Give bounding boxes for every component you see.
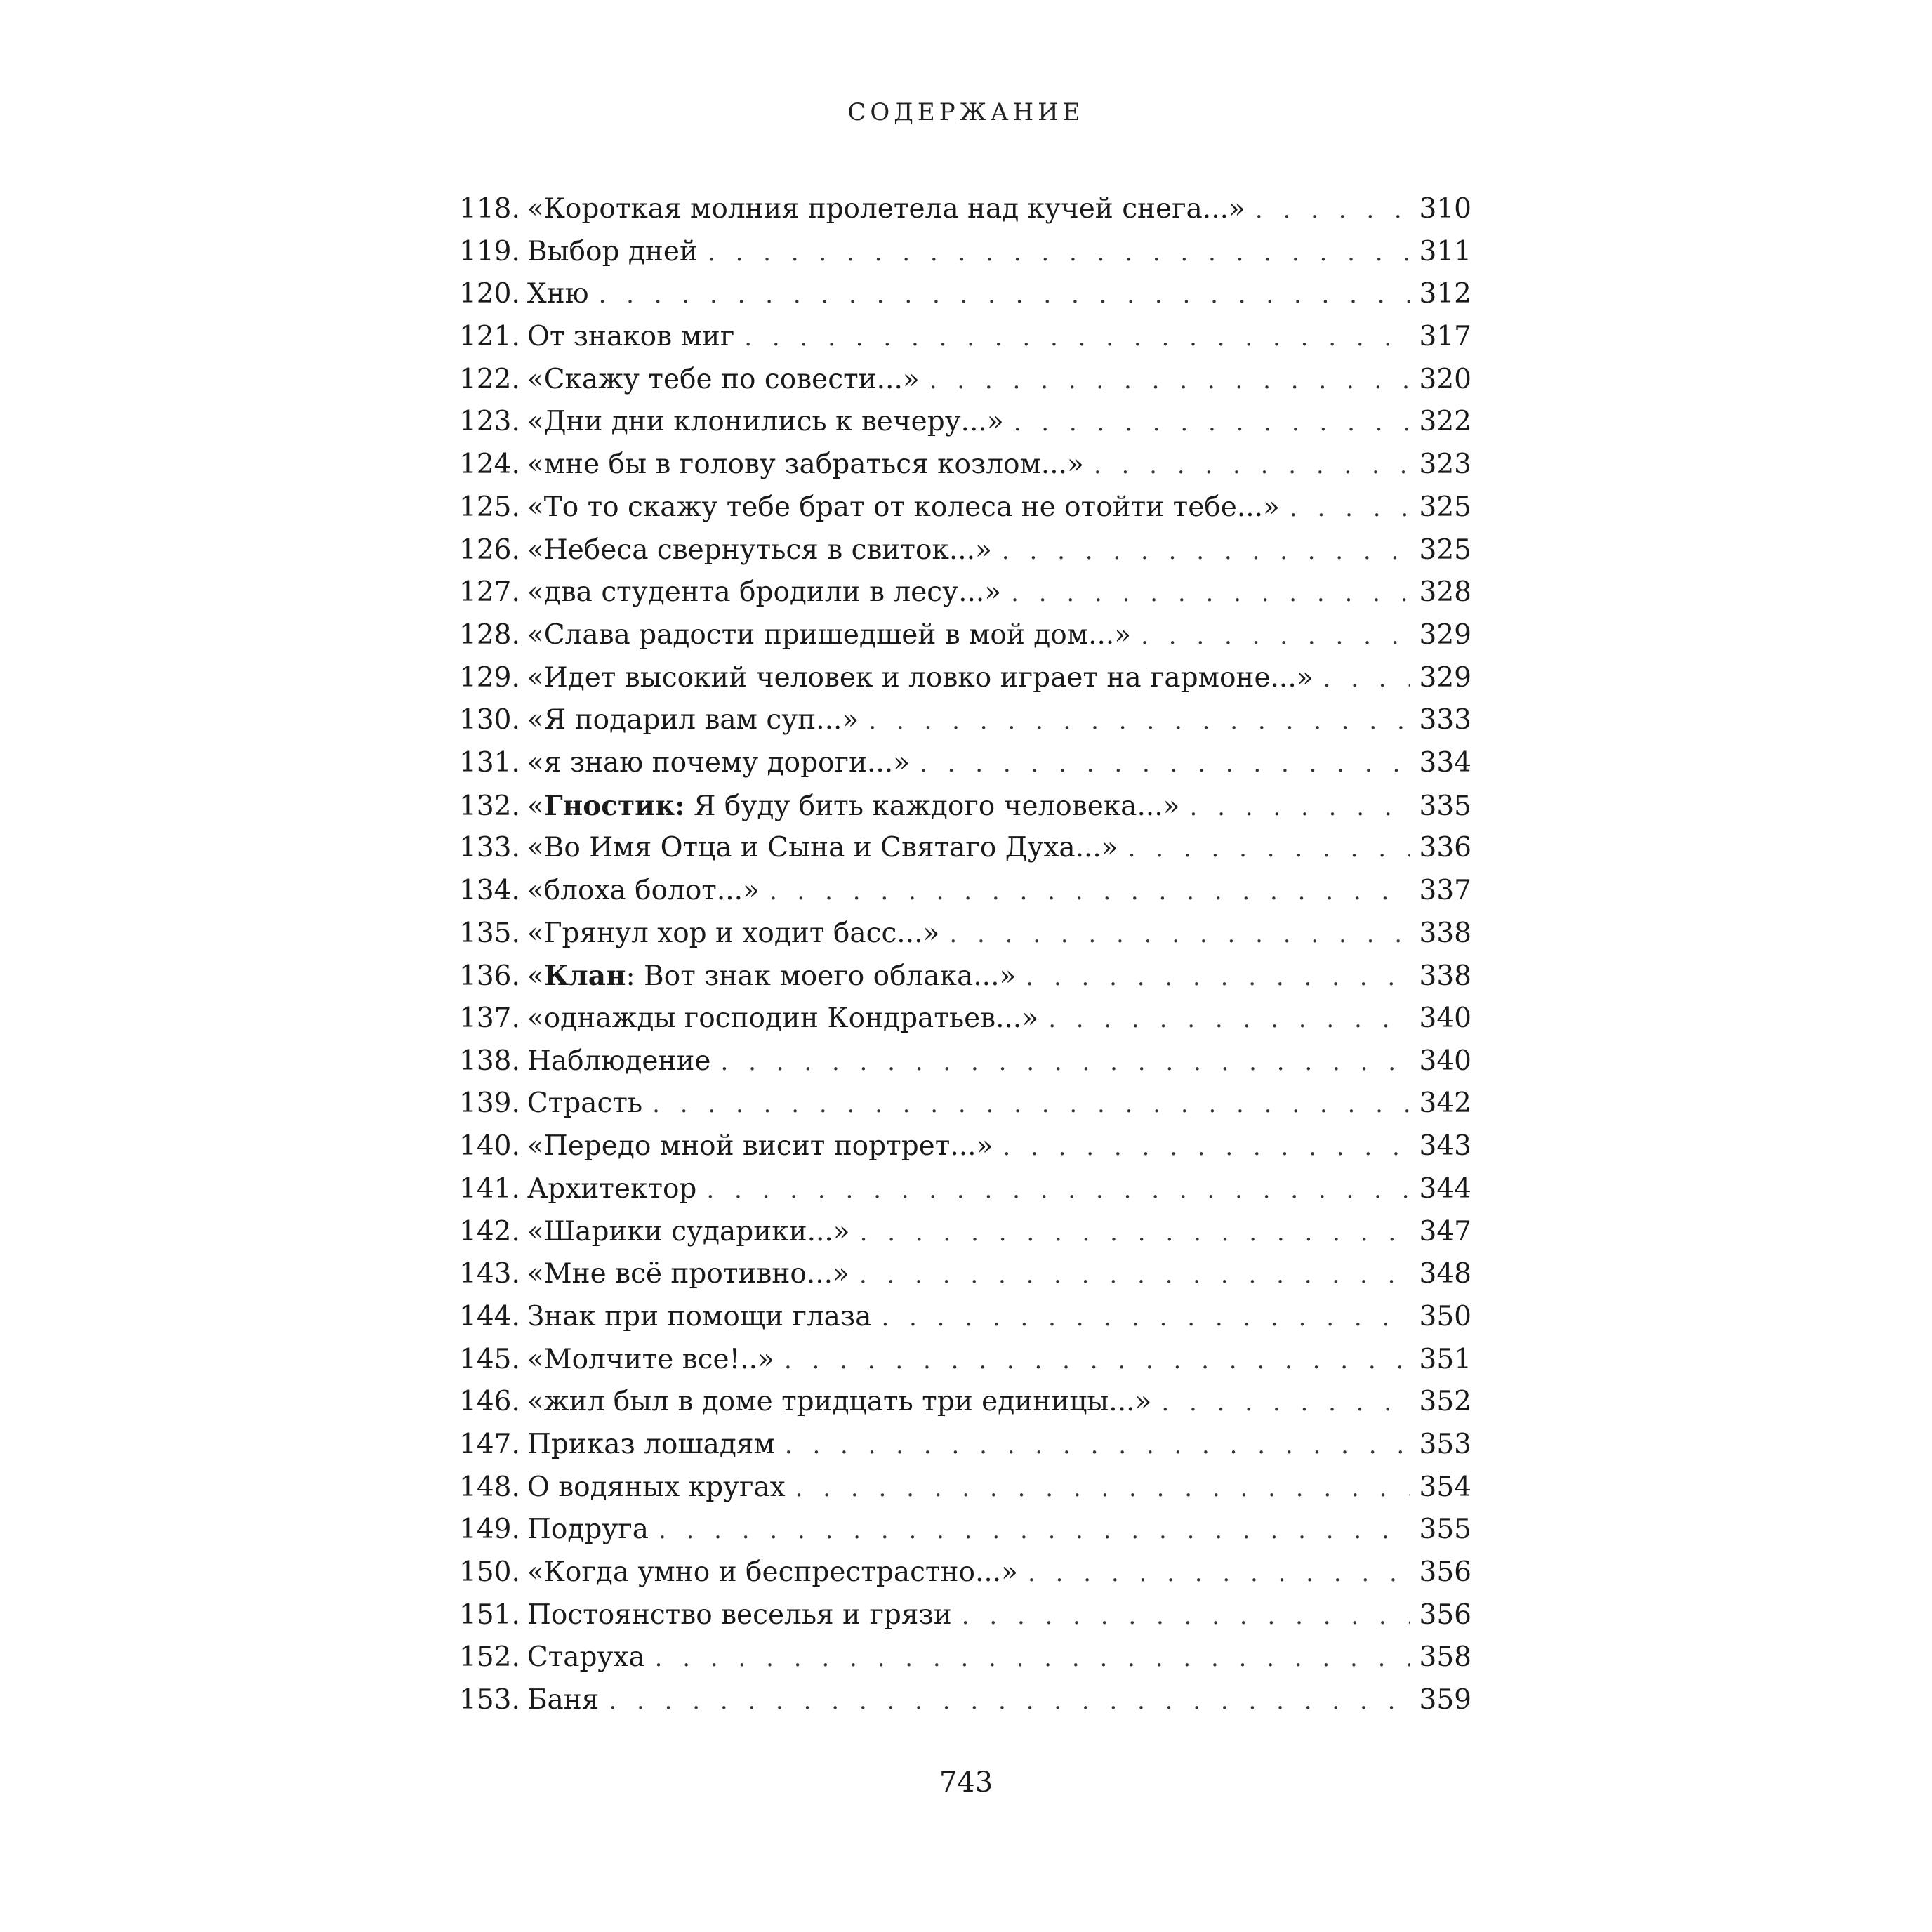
toc-entry — [459, 1125, 1471, 1168]
toc-entry — [459, 614, 1471, 657]
dot-leader — [949, 913, 1409, 956]
toc-entry-page: 335 — [1419, 790, 1471, 822]
toc-entry — [459, 1296, 1471, 1339]
toc-entry-number: 146. — [459, 1386, 520, 1418]
dot-leader — [609, 1680, 1409, 1723]
toc-entry-title: «однажды господин Кондратьев...» — [527, 1003, 1039, 1035]
toc-entry-number: 133. — [459, 832, 520, 864]
toc-entry-title: «Слава радости пришедшей в мой дом...» — [527, 618, 1132, 651]
toc-entry-page: 338 — [1419, 960, 1471, 993]
dot-leader — [599, 274, 1410, 317]
toc-entry — [459, 827, 1471, 870]
dot-leader — [708, 232, 1410, 274]
toc-entry-title: «Скажу тебе по совести...» — [527, 363, 920, 395]
toc-entry-number: 131. — [459, 746, 520, 779]
toc-entry-page: 320 — [1419, 363, 1471, 395]
toc-entry-page: 329 — [1419, 618, 1471, 651]
toc-entry-number: 153. — [459, 1684, 520, 1716]
page-number: 743 — [939, 1766, 993, 1799]
toc-entry-title: «Дни дни клонились к вечеру...» — [527, 406, 1004, 438]
toc-entry-page: 342 — [1419, 1087, 1471, 1120]
toc-entry-number: 149. — [459, 1514, 520, 1546]
toc-entry-title: Баня — [527, 1684, 600, 1716]
toc-entry-number: 138. — [459, 1045, 520, 1077]
toc-entry-title: «Небеса свернуться в свиток...» — [527, 534, 992, 566]
toc-entry-number: 144. — [459, 1300, 520, 1332]
toc-entry — [459, 1381, 1471, 1424]
dot-leader — [1011, 572, 1409, 615]
toc-entry — [459, 913, 1471, 955]
toc-entry — [459, 870, 1471, 913]
toc-entry — [459, 1040, 1471, 1083]
toc-entry-number: 147. — [459, 1428, 520, 1460]
toc-entry-title: Архитектор — [527, 1172, 697, 1205]
dot-leader — [785, 1424, 1410, 1467]
toc-entry — [459, 188, 1471, 231]
dot-leader — [769, 871, 1410, 913]
toc-entry — [459, 316, 1471, 359]
toc-entry — [459, 1467, 1471, 1509]
toc-entry-title: Постоянство веселья и грязи — [527, 1599, 952, 1631]
toc-entry-number: 121. — [459, 321, 520, 353]
toc-entry-page: 328 — [1419, 576, 1471, 609]
toc-entry-number: 135. — [459, 917, 520, 949]
toc-entry-title — [527, 785, 1180, 828]
toc-entry-number: 132. — [459, 790, 520, 822]
toc-entry — [459, 1168, 1471, 1211]
dot-leader — [860, 1212, 1410, 1255]
toc-entry-page: 351 — [1419, 1343, 1471, 1375]
toc-entry-title: «Когда умно и беспрестрастно...» — [527, 1556, 1019, 1588]
dot-leader — [1128, 828, 1410, 871]
toc-entry-title: «Грянул хор и ходит басс...» — [527, 917, 940, 949]
toc-entry-title: «Во Имя Отца и Сына и Святаго Духа...» — [527, 832, 1118, 864]
toc-entry-page: 358 — [1419, 1641, 1471, 1674]
toc-entry — [459, 1594, 1471, 1637]
toc-entry-page: 329 — [1419, 661, 1471, 694]
toc-entry-page: 333 — [1419, 704, 1471, 736]
toc-entry-number: 124. — [459, 449, 520, 481]
dot-leader — [784, 1339, 1410, 1382]
toc-entry-title: Приказ лошадям — [527, 1428, 775, 1460]
toc-entry-number: 134. — [459, 875, 520, 906]
toc-entry-title: О водяных кругах — [527, 1471, 786, 1503]
toc-entry-title-prefix: « — [527, 960, 544, 993]
toc-entry-number: 142. — [459, 1215, 520, 1248]
toc-entry — [459, 359, 1471, 402]
dot-leader — [1255, 189, 1410, 232]
toc-entry-page: 350 — [1419, 1300, 1471, 1332]
toc-entry-page: 323 — [1419, 449, 1471, 481]
toc-entry — [459, 444, 1471, 487]
toc-entry-title: Старуха — [527, 1641, 645, 1674]
dot-leader — [706, 1169, 1409, 1212]
toc-entry-page: 355 — [1419, 1514, 1471, 1546]
toc-entry-page: 325 — [1419, 534, 1471, 566]
toc-entry — [459, 529, 1471, 572]
running-header: СОДЕРЖАНИЕ — [847, 98, 1085, 126]
dot-leader — [1323, 658, 1410, 701]
dot-leader — [652, 1083, 1409, 1126]
toc-entry-title: Наблюдение — [527, 1045, 711, 1077]
toc-entry-title: «Передо мной висит портрет...» — [527, 1130, 993, 1163]
toc-entry-title: «То то скажу тебе брат от колеса не отойти тебе...» — [527, 491, 1280, 523]
dot-leader — [1290, 487, 1410, 530]
toc-entry-page: 347 — [1419, 1215, 1471, 1248]
toc-entry-page: 334 — [1419, 746, 1471, 779]
dot-leader — [1003, 1126, 1409, 1169]
toc-entry — [459, 699, 1471, 742]
toc-entry-page: 337 — [1419, 875, 1471, 906]
toc-entry-title: Страсть — [527, 1087, 643, 1120]
toc-entry-number: 141. — [459, 1172, 520, 1205]
toc-entry-page: 340 — [1419, 1003, 1471, 1035]
toc-entry — [459, 1509, 1471, 1551]
dot-leader — [1190, 786, 1410, 829]
toc-entry — [459, 742, 1471, 785]
dot-leader — [920, 743, 1410, 786]
dot-leader — [1141, 615, 1409, 658]
dot-leader — [1026, 956, 1409, 999]
toc-entry — [459, 231, 1471, 274]
dot-leader — [859, 1254, 1410, 1297]
toc-entry-title-rest: Я буду бить каждого человека...» — [684, 790, 1180, 822]
toc-entry-title: «Я подарил вам суп...» — [527, 704, 859, 736]
toc-entry — [459, 401, 1471, 444]
toc-entry-number: 118. — [459, 193, 520, 225]
toc-entry-page: 336 — [1419, 832, 1471, 864]
toc-entry-title: «Идет высокий человек и ловко играет на гармоне...» — [527, 661, 1314, 694]
toc-entry — [459, 1551, 1471, 1594]
toc-entry-title — [527, 955, 1016, 998]
toc-entry-title: «жил был в доме тридцать три единицы...» — [527, 1386, 1152, 1418]
toc-entry — [459, 1679, 1471, 1722]
dot-leader — [1161, 1382, 1409, 1424]
toc-entry-page: 343 — [1419, 1130, 1471, 1163]
dot-leader — [1014, 402, 1410, 444]
toc-entry-number: 130. — [459, 704, 520, 736]
toc-entry-number: 122. — [459, 363, 520, 395]
toc-entry-speaker: Клан — [543, 960, 626, 993]
toc-entry-title-prefix: « — [527, 790, 544, 822]
toc-entry — [459, 657, 1471, 700]
toc-entry-page: 311 — [1419, 235, 1471, 267]
dot-leader — [1094, 444, 1410, 487]
toc-entry-title: «блоха болот...» — [527, 875, 760, 906]
toc-entry-page: 353 — [1419, 1428, 1471, 1460]
toc-entry-page: 338 — [1419, 917, 1471, 949]
toc-entry-number: 139. — [459, 1087, 520, 1120]
toc-entry-title: «Мне всё противно...» — [527, 1258, 849, 1290]
toc-entry-speaker: Гностик: — [543, 789, 685, 822]
toc-entry-title: Подруга — [527, 1514, 649, 1546]
toc-entry-number: 129. — [459, 661, 520, 694]
dot-leader — [962, 1595, 1410, 1638]
toc-entry-title: Знак при помощи глаза — [527, 1300, 872, 1332]
toc-entry-page: 325 — [1419, 491, 1471, 523]
dot-leader — [868, 700, 1409, 743]
toc-entry — [459, 1083, 1471, 1125]
dot-leader — [1048, 998, 1409, 1041]
dot-leader — [1002, 530, 1410, 573]
toc-entry-page: 344 — [1419, 1172, 1471, 1205]
toc-entry-number: 152. — [459, 1641, 520, 1674]
toc-entry — [459, 955, 1471, 998]
toc-entry-page: 348 — [1419, 1258, 1471, 1290]
toc-entry-number: 145. — [459, 1343, 520, 1375]
toc-entry-title: «два студента бродили в лесу...» — [527, 576, 1002, 609]
toc-entry-number: 143. — [459, 1258, 520, 1290]
toc-entry — [459, 1211, 1471, 1254]
dot-leader — [881, 1297, 1409, 1339]
toc-entry-title: «мне бы в голову забраться козлом...» — [527, 449, 1084, 481]
toc-entry-title: «Молчите все!..» — [527, 1343, 774, 1375]
toc-entry — [459, 273, 1471, 316]
toc-entry — [459, 1424, 1471, 1467]
dot-leader — [795, 1467, 1410, 1510]
dot-leader — [1028, 1552, 1410, 1595]
toc-entry — [459, 487, 1471, 529]
toc-entry-page: 312 — [1419, 278, 1471, 310]
toc-entry-number: 137. — [459, 1003, 520, 1035]
toc-entry-number: 136. — [459, 960, 520, 993]
toc-entry-number: 128. — [459, 618, 520, 651]
dot-leader — [720, 1041, 1409, 1084]
toc-entry-number: 125. — [459, 491, 520, 523]
toc-entry — [459, 785, 1471, 828]
toc-entry-number: 150. — [459, 1556, 520, 1588]
toc-entry-number: 119. — [459, 235, 520, 267]
toc-entry-page: 356 — [1419, 1599, 1471, 1631]
toc-entry-title: Хню — [527, 278, 589, 310]
toc-entry-number: 120. — [459, 278, 520, 310]
toc-entry — [459, 571, 1471, 614]
toc-entry-number: 123. — [459, 406, 520, 438]
dot-leader — [659, 1509, 1410, 1552]
toc-entry-title: «я знаю почему дороги...» — [527, 746, 911, 779]
toc-entry-page: 310 — [1419, 193, 1471, 225]
toc-entry-title: «Шарики сударики...» — [527, 1215, 850, 1248]
dot-leader — [929, 359, 1410, 402]
toc-entry-page: 359 — [1419, 1684, 1471, 1716]
toc-entry — [459, 1636, 1471, 1679]
dot-leader — [744, 317, 1409, 359]
toc-entry-title: «Короткая молния пролетела над кучей снега...» — [527, 193, 1245, 225]
toc-entry-number: 140. — [459, 1130, 520, 1163]
toc-entry-page: 354 — [1419, 1471, 1471, 1503]
toc-entry-number: 148. — [459, 1471, 520, 1503]
toc-entry-title-rest: : Вот знак моего облака...» — [626, 960, 1017, 993]
toc-entry — [459, 1339, 1471, 1382]
toc-entry — [459, 998, 1471, 1040]
toc-entry-number: 126. — [459, 534, 520, 566]
toc-entry-page: 322 — [1419, 406, 1471, 438]
toc-entry-title: От знаков миг — [527, 321, 735, 353]
toc-entry-page: 356 — [1419, 1556, 1471, 1588]
toc-entry-number: 127. — [459, 576, 520, 609]
toc-entry-page: 340 — [1419, 1045, 1471, 1077]
toc-entry-page: 352 — [1419, 1386, 1471, 1418]
toc-entry — [459, 1253, 1471, 1296]
toc-entry-title: Выбор дней — [527, 235, 698, 267]
dot-leader — [655, 1637, 1410, 1680]
toc-entry-number: 151. — [459, 1599, 520, 1631]
table-of-contents — [459, 188, 1471, 1722]
toc-entry-page: 317 — [1419, 321, 1471, 353]
